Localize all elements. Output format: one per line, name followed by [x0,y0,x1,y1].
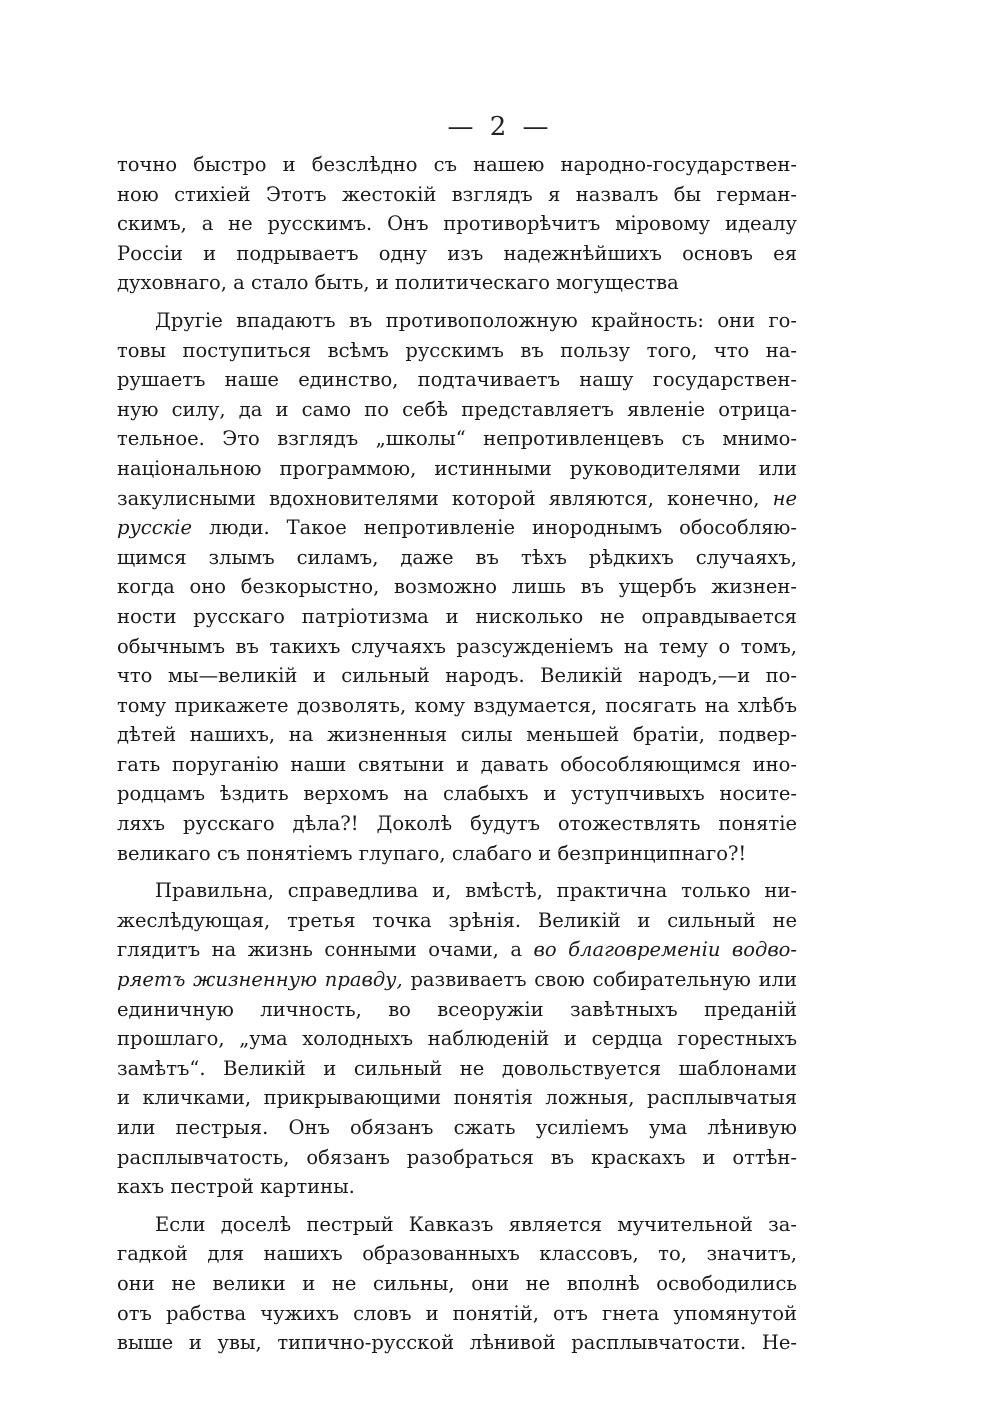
paragraph [117,306,797,868]
text-line [117,1054,797,1084]
text-line [117,1083,797,1113]
text-line [117,691,797,721]
line-text: они не велики и не сильны, они не вполнѣ освободились [117,1271,797,1295]
line-text: расплывчатость, обязанъ разобраться въ краскахъ и оттѣн- [117,1145,797,1169]
line-text: люди. Такое непротивленіе инороднымъ обособляю- [209,516,797,540]
line-text: что мы—великій и сильный народъ. Великій народъ,—и по- [117,664,797,688]
line-text: закулисными вдохновителями которой являются, конечно, [117,486,760,510]
paragraph [117,1210,797,1358]
text-line [117,995,797,1025]
line-text: великаго съ понятіемъ глупаго, слабаго и безпринципнаго?! [117,841,747,865]
text-line [117,180,797,210]
line-text: рушаетъ наше единство, подтачиваетъ нашу государствен- [117,368,797,392]
line-text: отъ рабства чужихъ словъ и понятій, отъ гнета упомянутой [117,1301,797,1325]
line-text: Если доселѣ пестрый Кавказъ является мучительной за- [155,1212,797,1236]
text-line [117,1269,797,1299]
line-text: точно быстро и безслѣдно съ нашею народно-государствен- [117,153,797,176]
text-line [117,632,797,662]
line-text: единичную личность, во всеоружіи завѣтныхъ преданій [117,997,797,1021]
text-line [117,720,797,750]
text-line [117,454,797,484]
line-text: ности русскаго патріотизма и нисколько не оправдывается [117,604,797,628]
text-line [117,365,797,395]
line-text: или пестрыя. Онъ обязанъ сжать усиліемъ ума лѣнивую [117,1116,797,1139]
text-line [117,239,797,269]
line-text: ляхъ русскаго дѣла?! Доколѣ будутъ отожествлять понятіе [117,812,797,836]
line-text: духовнаго, а стало быть, и политическаго могущества [117,271,679,295]
text-line [117,750,797,780]
line-text: прошлаго, „ума холодныхъ наблюденій и сердца горестныхъ [117,1027,797,1051]
italic-text: ряетъ жизненную правду, [117,968,403,992]
line-text: обычнымъ въ такихъ случаяхъ разсужденіемъ на тему о томъ, [117,634,797,658]
line-text: Россіи и подрываетъ одну изъ надежнѣйшихъ основъ ея [117,241,797,265]
text-line [117,1328,797,1358]
line-text: развиваетъ свою собирательную или [410,968,798,992]
text-line [117,1172,797,1202]
text-line [117,965,797,995]
line-text: гать поруганію наши святыни и давать обособляющимся ино- [117,752,797,776]
text-line [117,906,797,936]
line-text: щимся злымъ силамъ, даже въ тѣхъ рѣдкихъ случаяхъ, [117,545,797,569]
text-line [117,484,797,514]
text-line [117,306,797,336]
body-text [117,150,797,1358]
paragraph [117,150,797,298]
line-text: жеслѣдующая, третья точка зрѣнія. Великій и сильный не [117,908,797,932]
text-line [117,1113,797,1143]
text-line [117,1239,797,1269]
text-line [117,876,797,906]
text-line [117,209,797,239]
italic-text: не [772,486,797,510]
line-text: Другіе впадаютъ въ противоположную крайность: они го- [155,308,797,332]
line-text: тому прикажете дозволять, кому вздумается, посягать на хлѣбъ [117,693,797,717]
text-line [117,1210,797,1240]
text-line [117,809,797,839]
line-text: кахъ пестрой картины. [117,1175,355,1199]
text-line [117,1024,797,1054]
text-line [117,661,797,691]
line-text: замѣтъ“. Великій и сильный не довольствуется шаблонами [117,1056,797,1080]
text-line [117,602,797,632]
line-text: дѣтей нашихъ, на жизненныя силы меньшей братіи, подвер- [117,723,797,747]
line-text: національною программою, истинными руководителями или [117,456,797,480]
text-line [117,513,797,543]
line-text: родцамъ ѣздить верхомъ на слабыхъ и уступчивыхъ носите- [117,782,797,806]
paragraph [117,876,797,1202]
text-line [117,572,797,602]
text-line [117,543,797,573]
line-text: выше и увы, типично-русской лѣнивой расплывчатости. Не- [117,1331,797,1355]
line-text: и кличками, прикрывающими понятія ложныя, расплывчатыя [117,1086,797,1110]
line-text: когда оно безкорыстно, возможно лишь въ ущербъ жизнен- [117,575,797,599]
line-text: гадкой для нашихъ образованныхъ классовъ, то, значитъ, [117,1242,797,1266]
text-line [117,935,797,965]
line-text: тельное. Это взглядъ „школы“ непротивленцевъ съ мнимо- [117,427,797,451]
line-text: ною стихіей Этотъ жестокій взглядъ я назвалъ бы герман- [117,182,797,206]
text-line [117,395,797,425]
line-text: товы поступиться всѣмъ русскимъ въ пользу того, что на- [117,338,797,362]
page-number: — 2 — [447,112,553,142]
line-text: Правильна, справедлива и, вмѣстѣ, практична только ни- [155,879,797,903]
italic-text: русскіе [117,516,193,540]
text-line [117,1143,797,1173]
line-text: ную силу, да и само по себѣ представляетъ явленіе отрица- [117,397,797,421]
text-line [117,150,797,180]
text-line [117,268,797,298]
line-text: скимъ, а не русскимъ. Онъ противорѣчитъ міровому идеалу [117,212,797,236]
italic-text: во благовременіи водво- [533,938,798,962]
text-line [117,839,797,869]
text-line [117,1299,797,1329]
text-line [117,336,797,366]
text-line [117,424,797,454]
line-text: глядитъ на жизнь сонными очами, а [117,938,523,962]
text-line [117,779,797,809]
